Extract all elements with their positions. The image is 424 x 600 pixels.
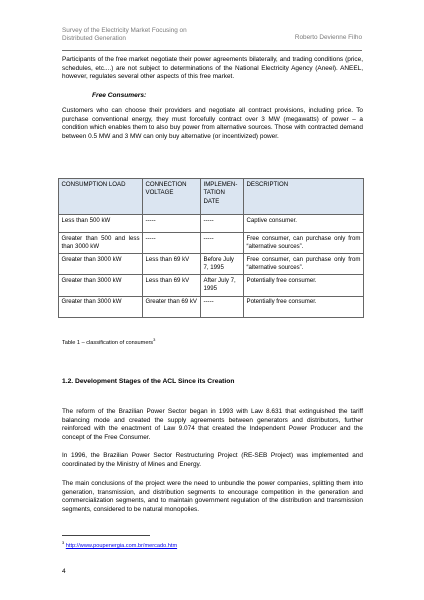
footnote-reference: 3	[153, 337, 156, 342]
table-cell: Greater than 69 kV	[143, 296, 201, 317]
table-cell: -----	[143, 233, 201, 254]
table-row	[59, 233, 364, 254]
footnote-divider	[62, 535, 150, 536]
table-cell: Free consumer, can purchase only from “alternative sources”.	[244, 233, 364, 254]
header-divider	[62, 50, 362, 51]
table-row	[59, 296, 364, 317]
table-cell: Greater than 3000 kW	[59, 296, 143, 317]
intro-paragraph: Participants of the free market negotiate their power agreements bilaterally, and trading conditions (price, schedules, etc....) are not subject to determinations of the National Electricity Agency (Aneel). ANEEL, however, regulates several other aspects of this free market.	[62, 56, 363, 80]
footnote	[62, 540, 177, 549]
section-paragraph-2: In 1996, the Brazilian Power Sector Restructuring Project (RE-SEB Project) was implemented and coordinated by the Ministry of Mines and Energy.	[62, 452, 363, 468]
table-row	[59, 254, 364, 275]
table-caption	[62, 337, 155, 346]
table-cell: Before July 7, 1995	[201, 254, 244, 275]
table-cell: Less than 69 kV	[143, 275, 201, 296]
running-header-author: Roberto Devienne Filho	[294, 34, 362, 41]
table-cell: Free consumer, can purchase only from “alternative sources”.	[244, 254, 364, 275]
section-heading: 1.2. Development Stages of the ACL Since its Creation	[62, 378, 235, 385]
table-cell: Greater than 3000 kW	[59, 254, 143, 275]
header-title-line2: Distributed Generation	[62, 34, 126, 42]
table-caption-text: Table 1 – classification of consumers	[62, 339, 154, 346]
footnote-number: 3	[62, 540, 65, 545]
table-cell: Less than 500 kW	[59, 215, 143, 233]
table-cell: -----	[143, 215, 201, 233]
free-consumers-heading: Free Consumers:	[92, 92, 147, 99]
column-header: CONSUMPTION LOAD	[59, 179, 143, 215]
running-header-title	[62, 27, 262, 42]
table-cell: Less than 69 kV	[143, 254, 201, 275]
table-cell: Potentially free consumer.	[244, 275, 364, 296]
section-paragraph-3: The main conclusions of the project were the need to unbundle the power companies, splitting them into generation, transmission, and distribution segments to encourage competition in the generation and commercialization segments, and to maintain government regulation of the distribution and transmission segments, considered to be natural monopolies.	[62, 480, 363, 513]
table-cell: -----	[201, 296, 244, 317]
table-cell: After July 7, 1995	[201, 275, 244, 296]
table-cell: Greater than 3000 kW	[59, 275, 143, 296]
table-cell: Captive consumer.	[244, 215, 364, 233]
footnote-link[interactable]: http://www.poupenergia.com.br/mercado.htm	[65, 542, 178, 549]
consumer-classification-table	[58, 178, 364, 318]
free-consumers-paragraph: Customers who can choose their providers and negotiate all contract provisions, including price. To purchase conventional energy, they must forcefully contract over 3 MW (megawatts) of power – a condition which enables them to also buy power from alternative sources. Those with contracted demand between 0.5 MW and 3 MW can only buy alternative (or incentivized) power.	[62, 107, 363, 140]
table-cell: -----	[201, 233, 244, 254]
table-row	[59, 215, 364, 233]
page-number: 4	[62, 568, 66, 575]
header-title-line1: Survey of the Electricity Market Focusing on	[62, 27, 187, 34]
column-header: CONNECTION VOLTAGE	[143, 179, 201, 215]
section-paragraph-1: The reform of the Brazilian Power Sector began in 1993 with Law 8.631 that extinguished the tariff balancing mode and created the supply agreements between generators and distributors, further reinforced with the enactment of Law 9.074 that created the Independent Power Producer and the concept of the Free Consumer.	[62, 408, 363, 441]
table-cell: Greater than 500 and less than 3000 kW	[59, 233, 143, 254]
table-cell: Potentially free consumer.	[244, 296, 364, 317]
table-row	[59, 275, 364, 296]
column-header: IMPLEMEN-TATION DATE	[201, 179, 244, 215]
table-header-row	[59, 179, 364, 215]
table-cell: -----	[201, 215, 244, 233]
column-header: DESCRIPTION	[244, 179, 364, 215]
